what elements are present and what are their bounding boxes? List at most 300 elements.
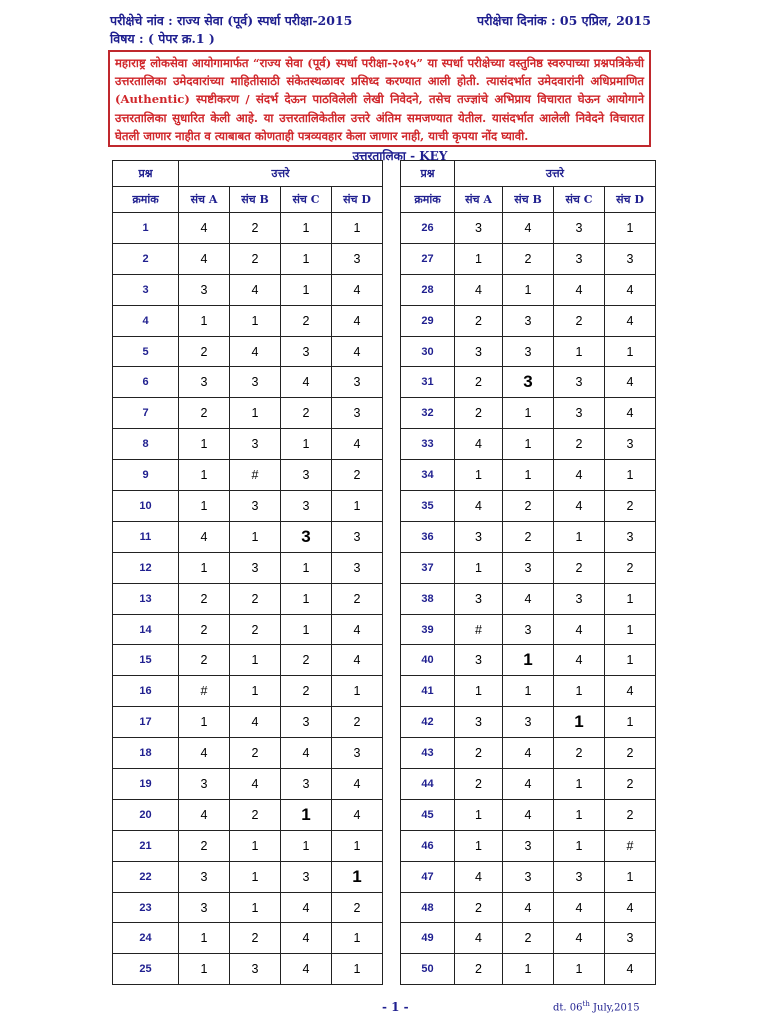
answer-cell-a: 1 [455,830,503,861]
answer-cell-c: 3 [281,861,332,892]
answer-cell-d: 4 [332,274,383,305]
answer-cell-a: 2 [455,305,503,336]
question-header: प्रश्न [113,161,179,187]
answer-cell-d: 2 [332,460,383,491]
answer-cell-b: 1 [503,274,554,305]
question-number: 19 [113,769,179,800]
question-number: 46 [401,830,455,861]
answer-cell-a: 4 [455,923,503,954]
answer-cell-a: 3 [455,336,503,367]
table-row [401,614,656,645]
table-row [113,367,383,398]
answer-cell-c: 1 [554,830,605,861]
answer-cell-b: 4 [503,583,554,614]
question-number: 27 [401,243,455,274]
answer-cell-d: 1 [332,954,383,985]
answer-cell-b: 1 [230,861,281,892]
answer-cell-a: 2 [179,645,230,676]
answer-cell-c: 2 [281,398,332,429]
answer-cell-d: 4 [605,367,656,398]
question-number: 44 [401,769,455,800]
answer-cell-c: 3 [281,769,332,800]
answer-cell-a: 1 [179,707,230,738]
answer-cell-c: 1 [281,799,332,830]
answer-cell-b: 1 [503,429,554,460]
page-number: - 1 - [382,1000,409,1014]
table-row [401,769,656,800]
table-row [401,491,656,522]
answer-cell-d: 4 [332,799,383,830]
answer-cell-d: 4 [605,954,656,985]
answers-header: उत्तरे [179,161,383,187]
question-number: 37 [401,552,455,583]
answer-cell-a: 3 [179,861,230,892]
answer-cell-d: 3 [605,429,656,460]
table-row [113,799,383,830]
answer-cell-d: 2 [605,799,656,830]
answer-cell-c: 1 [281,614,332,645]
answer-cell-c: 2 [554,552,605,583]
table-row [401,367,656,398]
answer-cell-a: 1 [179,923,230,954]
question-number: 29 [401,305,455,336]
question-number: 14 [113,614,179,645]
subject-line: विषय : ( पेपर क्र.1 ) [110,31,215,46]
question-number: 48 [401,892,455,923]
answer-cell-d: 4 [605,274,656,305]
answer-cell-c: 4 [554,892,605,923]
table-row [401,243,656,274]
question-number: 33 [401,429,455,460]
answer-cell-d: 2 [605,769,656,800]
table-row [113,738,383,769]
set-a-header: संच A [455,187,503,213]
answer-cell-a: # [179,676,230,707]
table-row [401,892,656,923]
answer-cell-c: 1 [554,954,605,985]
answer-cell-c: 2 [281,305,332,336]
table-row [113,460,383,491]
answer-cell-d: 3 [605,243,656,274]
answer-cell-a: 3 [179,769,230,800]
table-row [113,707,383,738]
answer-cell-c: 3 [554,213,605,244]
answer-cell-b: 1 [230,645,281,676]
set-b-header: संच B [503,187,554,213]
question-number: 15 [113,645,179,676]
number-header: क्रमांक [401,187,455,213]
answer-cell-b: 3 [503,552,554,583]
answer-cell-c: 4 [554,645,605,676]
answer-cell-a: 4 [179,738,230,769]
question-number: 23 [113,892,179,923]
table-row [401,645,656,676]
answer-cell-a: 2 [179,614,230,645]
answer-cell-a: # [455,614,503,645]
question-number: 40 [401,645,455,676]
answer-cell-a: 2 [179,336,230,367]
answer-cell-a: 2 [455,738,503,769]
answer-cell-d: 1 [605,707,656,738]
answer-cell-c: 4 [281,738,332,769]
answer-cell-d: 4 [332,645,383,676]
question-number: 22 [113,861,179,892]
answer-cell-b: 2 [230,614,281,645]
answer-cell-b: 4 [230,707,281,738]
answer-cell-b: 4 [503,769,554,800]
answer-cell-c: 3 [281,336,332,367]
question-number: 12 [113,552,179,583]
exam-date: परीक्षेचा दिनांक : 05 एप्रिल, 2015 [477,13,651,28]
table-row [113,583,383,614]
answers-header: उत्तरे [455,161,656,187]
answer-cell-d: 3 [332,367,383,398]
answer-cell-b: 2 [503,491,554,522]
question-number: 49 [401,923,455,954]
answer-cell-c: 1 [281,583,332,614]
answer-cell-b: 1 [230,676,281,707]
answer-cell-c: 4 [281,954,332,985]
table-row [113,552,383,583]
table-row [113,676,383,707]
answer-cell-d: 1 [605,583,656,614]
answer-cell-b: 3 [503,336,554,367]
answer-cell-a: 4 [179,521,230,552]
question-number: 41 [401,676,455,707]
answer-cell-b: 4 [230,336,281,367]
answer-cell-c: 1 [281,213,332,244]
table-row [401,861,656,892]
footer-date-suffix: July,2015 [589,1002,640,1014]
answer-cell-c: 1 [554,676,605,707]
question-number: 32 [401,398,455,429]
question-number: 47 [401,861,455,892]
table-row [113,274,383,305]
answer-cell-d: 3 [332,738,383,769]
answer-cell-b: 3 [230,491,281,522]
table-row [401,583,656,614]
table-row [401,336,656,367]
answer-cell-a: 1 [179,491,230,522]
question-number: 35 [401,491,455,522]
question-number: 39 [401,614,455,645]
answer-key-table-left [112,160,383,985]
table-row [113,830,383,861]
answer-cell-d: 4 [332,336,383,367]
answer-cell-c: 3 [281,521,332,552]
answer-cell-c: 3 [554,398,605,429]
answer-cell-b: 1 [230,398,281,429]
footer-date-sup: th [582,1000,590,1008]
answer-cell-b: 2 [503,521,554,552]
question-number: 25 [113,954,179,985]
answer-cell-c: 4 [554,614,605,645]
notice-box: महाराष्ट्र लोकसेवा आयोगामार्फत “राज्य सेवा (पूर्व) स्पर्धा परीक्षा-२०१५” या स्पर्धा परीक्षेच्या वस्तुनिष्ठ स्वरुपाच्या प्रश्नपत्रिकेची उत्तरतालिका उमेदवारांच्या माहितीसाठी संकेतस्थळावर प्रसिध्द करण्यात आली होती. त्यासंदर्भात उमेदवारांनी अधिप्रमाणित (Authentic) स्पष्टीकरण / संदर्भ देऊन पाठविलेली लेखी निवेदने, तसेच तज्ज्ञांचे अभिप्राय विचारात घेऊन आयोगाने उत्तरतालिका सुधारित केली आहे. या उत्तरतालिकेतील उत्तरे अंतिम समजण्यात येतील. यासंदर्भात आलेली निवेदने विचारात घेतली जाणार नाहीत व त्याबाबत कोणताही पत्रव्यवहार केला जाणार नाही, याची कृपया नोंद घ्यावी. [108,50,651,147]
table-row [401,213,656,244]
question-number: 24 [113,923,179,954]
answer-cell-b: 4 [503,738,554,769]
answer-cell-d: 1 [605,614,656,645]
question-number: 1 [113,213,179,244]
question-number: 9 [113,460,179,491]
answer-cell-c: 1 [281,274,332,305]
answer-cell-c: 4 [281,367,332,398]
answer-cell-a: 2 [455,367,503,398]
question-number: 4 [113,305,179,336]
question-number: 34 [401,460,455,491]
answer-cell-b: 1 [503,398,554,429]
answer-cell-d: 1 [605,336,656,367]
answer-cell-a: 3 [179,274,230,305]
answer-cell-c: 1 [554,707,605,738]
answer-cell-c: 3 [554,243,605,274]
table-row [113,954,383,985]
answer-cell-b: 4 [230,769,281,800]
answer-cell-b: 3 [503,614,554,645]
answer-cell-b: 4 [503,892,554,923]
answer-cell-a: 1 [455,552,503,583]
question-number: 28 [401,274,455,305]
answer-cell-c: 3 [554,583,605,614]
question-number: 13 [113,583,179,614]
answer-cell-d: 4 [605,398,656,429]
answer-cell-d: 3 [332,398,383,429]
answer-cell-d: 3 [332,552,383,583]
answer-cell-d: 1 [605,213,656,244]
table-row [401,830,656,861]
question-number: 6 [113,367,179,398]
answer-cell-b: 2 [230,583,281,614]
answer-cell-a: 4 [179,799,230,830]
table-row [113,305,383,336]
footer-date [553,1000,640,1013]
answer-cell-d: 4 [332,429,383,460]
answer-cell-b: 2 [503,923,554,954]
answer-cell-b: 3 [230,367,281,398]
answer-cell-c: 4 [554,923,605,954]
answer-cell-b: 3 [503,305,554,336]
answer-cell-c: 3 [281,707,332,738]
question-number: 10 [113,491,179,522]
answer-cell-b: 2 [230,923,281,954]
answer-cell-d: 2 [605,738,656,769]
table-row [113,243,383,274]
answer-cell-a: 2 [455,398,503,429]
answer-cell-d: 1 [332,491,383,522]
answer-cell-a: 2 [455,892,503,923]
answer-cell-c: 1 [554,799,605,830]
answer-cell-d: 2 [332,892,383,923]
answer-cell-d: 4 [605,892,656,923]
question-number: 20 [113,799,179,830]
table-row [401,398,656,429]
set-b-header: संच B [230,187,281,213]
answer-cell-d: 3 [332,243,383,274]
exam-name: परीक्षेचे नांव : राज्य सेवा (पूर्व) स्पर्धा परीक्षा-2015 [110,13,353,28]
table-row [113,491,383,522]
table-row [401,460,656,491]
table-row [401,429,656,460]
answer-cell-b: 1 [503,954,554,985]
answer-cell-d: 3 [605,521,656,552]
answer-cell-b: 1 [230,892,281,923]
question-number: 42 [401,707,455,738]
answer-cell-b: 2 [230,213,281,244]
answer-cell-d: 1 [332,923,383,954]
question-number: 26 [401,213,455,244]
answer-cell-c: 1 [554,336,605,367]
answer-cell-a: 3 [455,645,503,676]
answer-cell-b: 4 [230,274,281,305]
answer-cell-b: 2 [230,243,281,274]
answer-cell-a: 1 [455,676,503,707]
question-number: 17 [113,707,179,738]
question-number: 50 [401,954,455,985]
answer-cell-c: 2 [554,738,605,769]
answer-cell-c: 4 [281,892,332,923]
table-row [401,923,656,954]
answer-cell-c: 1 [281,552,332,583]
answer-cell-b: 1 [503,676,554,707]
answer-cell-b: 1 [230,830,281,861]
table-row [113,429,383,460]
question-number: 2 [113,243,179,274]
question-number: 45 [401,799,455,830]
answer-cell-d: 4 [605,676,656,707]
table-row [113,213,383,244]
set-a-header: संच A [179,187,230,213]
answer-cell-c: 1 [281,830,332,861]
answer-cell-c: 2 [554,429,605,460]
question-number: 7 [113,398,179,429]
question-number: 43 [401,738,455,769]
answer-cell-b: 3 [503,707,554,738]
answer-cell-c: 1 [281,243,332,274]
answer-cell-a: 1 [455,799,503,830]
table-row [401,676,656,707]
answer-cell-d: 2 [605,491,656,522]
footer-date-prefix: dt. 06 [553,1002,583,1014]
answer-cell-b: 3 [230,429,281,460]
answer-cell-b: 1 [230,521,281,552]
answer-cell-a: 2 [179,583,230,614]
table-row [401,274,656,305]
question-number: 36 [401,521,455,552]
answer-cell-c: 4 [281,923,332,954]
table-row [113,336,383,367]
question-number: 18 [113,738,179,769]
table-row [113,769,383,800]
answer-cell-d: 2 [605,552,656,583]
table-row [113,923,383,954]
answer-cell-d: 1 [605,861,656,892]
answer-cell-b: 2 [230,738,281,769]
set-c-header: संच C [554,187,605,213]
answer-cell-a: 2 [455,954,503,985]
answer-cell-a: 4 [455,861,503,892]
answer-cell-b: 3 [503,367,554,398]
answer-cell-a: 3 [179,892,230,923]
answer-cell-a: 2 [455,769,503,800]
answer-cell-b: 1 [503,645,554,676]
answer-cell-a: 3 [455,707,503,738]
answer-cell-a: 1 [179,305,230,336]
answer-cell-c: 3 [281,460,332,491]
question-header: प्रश्न [401,161,455,187]
table-row [401,707,656,738]
question-number: 30 [401,336,455,367]
answer-cell-b: 1 [230,305,281,336]
answer-cell-c: 3 [281,491,332,522]
answer-key-table-right [400,160,656,985]
answer-cell-a: 1 [179,429,230,460]
answer-cell-a: 1 [179,954,230,985]
answer-cell-c: 1 [554,769,605,800]
answer-cell-b: # [230,460,281,491]
set-c-header: संच C [281,187,332,213]
answer-cell-c: 4 [554,460,605,491]
table-row [401,521,656,552]
answer-cell-d: 3 [332,521,383,552]
answer-cell-c: 2 [554,305,605,336]
table-row [113,645,383,676]
answer-cell-d: 4 [605,305,656,336]
answer-cell-c: 1 [554,521,605,552]
answer-cell-d: 1 [605,645,656,676]
table-row [401,552,656,583]
table-row [401,799,656,830]
table-row [113,521,383,552]
answer-cell-d: 2 [332,707,383,738]
answer-cell-b: 3 [230,954,281,985]
answer-cell-a: 2 [179,398,230,429]
answer-cell-a: 3 [455,521,503,552]
answer-cell-b: 2 [230,799,281,830]
answer-cell-c: 3 [554,367,605,398]
table-row [401,954,656,985]
answer-cell-c: 3 [554,861,605,892]
answer-cell-c: 2 [281,645,332,676]
key-title: उत्तरतालिका - KEY [352,149,448,163]
question-number: 31 [401,367,455,398]
answer-cell-d: 2 [332,583,383,614]
table-row [113,892,383,923]
answer-cell-d: 4 [332,305,383,336]
answer-cell-a: 3 [179,367,230,398]
answer-cell-a: 4 [179,213,230,244]
answer-cell-b: 4 [503,799,554,830]
answer-cell-b: 4 [503,213,554,244]
table-row [113,861,383,892]
answer-cell-a: 1 [179,460,230,491]
answer-cell-c: 4 [554,274,605,305]
answer-cell-b: 3 [503,861,554,892]
answer-cell-b: 3 [230,552,281,583]
answer-cell-b: 2 [503,243,554,274]
question-number: 11 [113,521,179,552]
answer-cell-d: 1 [332,676,383,707]
answer-cell-d: 1 [605,460,656,491]
answer-cell-a: 1 [179,552,230,583]
answer-cell-d: 4 [332,769,383,800]
question-number: 21 [113,830,179,861]
number-header: क्रमांक [113,187,179,213]
answer-cell-b: 1 [503,460,554,491]
set-d-header: संच D [605,187,656,213]
table-row [113,398,383,429]
question-number: 38 [401,583,455,614]
answer-cell-d: # [605,830,656,861]
